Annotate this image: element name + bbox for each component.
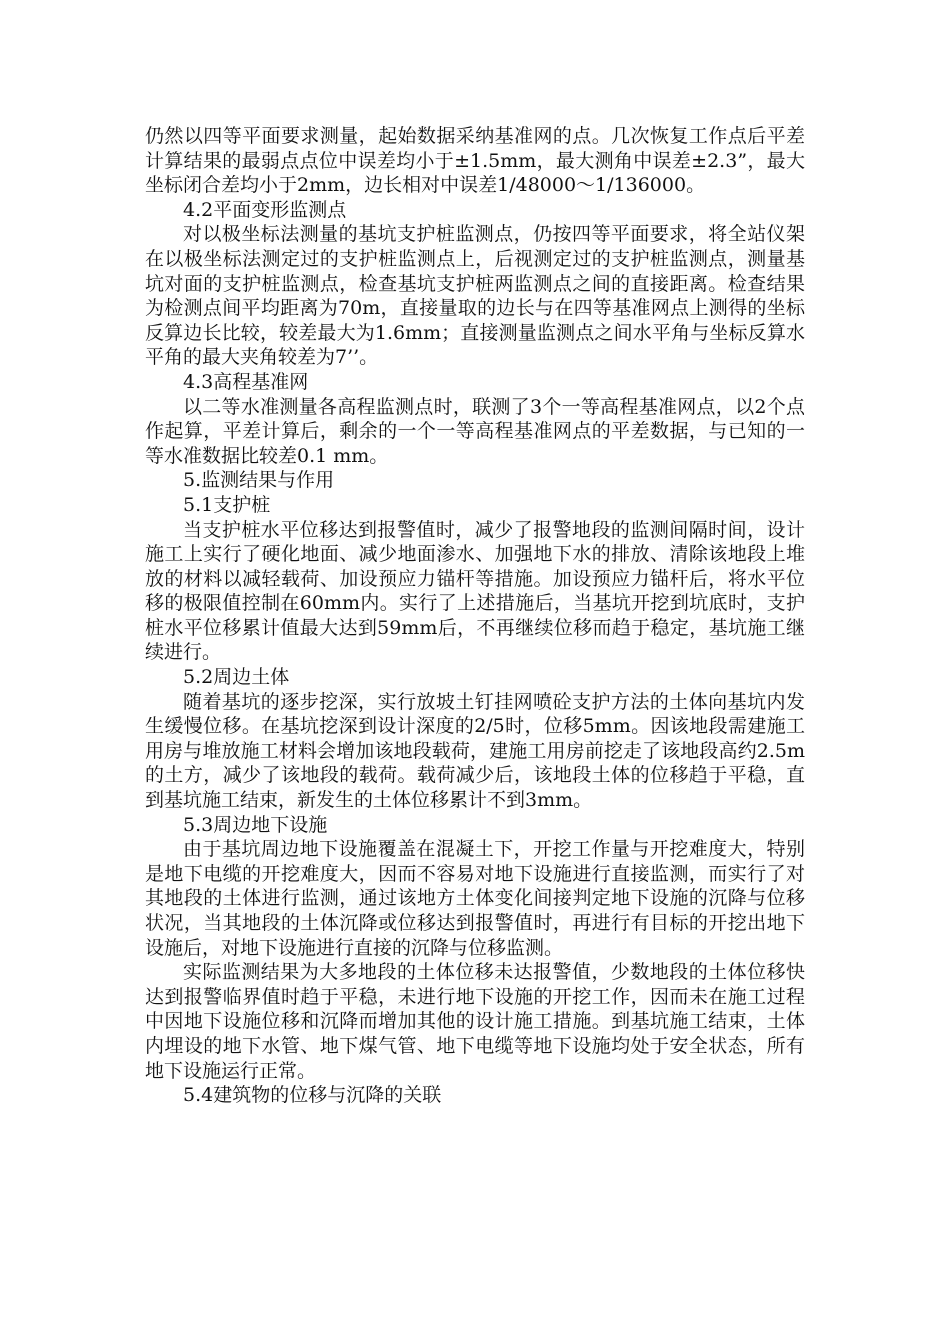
section-heading: 5.监测结果与作用: [183, 469, 335, 492]
section-heading: 4.2平面变形监测点: [183, 198, 347, 221]
section-heading: 5.2周边土体: [183, 666, 290, 689]
section-heading: 4.3高程基准网: [183, 370, 309, 393]
body-paragraph: 对以极坐标法测量的基坑支护桩监测点，仍按四等平面要求，将全站仪架在以极坐标法测定过的支护桩监测点上，后视测定过的支护桩监测点，测量基坑对面的支护桩监测点，检查基坑支护桩两监测点之间的直接距离。检查结果为检测点间平均距离为70m，直接量取的边长与在四等基准网点上测得的坐标反算边长比较，较差最大为1.6mm；直接测量监测点之间水平角与坐标反算水平角的最大夹角较差为7’’。: [145, 223, 805, 369]
section-heading: 5.1支护桩: [183, 493, 271, 516]
body-paragraph: 以二等水准测量各高程监测点时，联测了3个一等高程基准网点，以2个点作起算，平差计算后，剩余的一个一等高程基准网点的平差数据，与已知的一等水准数据比较差0.1 mm。: [145, 395, 805, 467]
body-paragraph: 当支护桩水平位移达到报警值时，减少了报警地段的监测间隔时间，设计施工上实行了硬化地面、减少地面渗水、加强地下水的排放、清除该地段上堆放的材料以减轻载荷、加设预应力锚杆等措施。加设预应力锚杆后，将水平位移的极限值控制在60mm内。实行了上述措施后，当基坑开挖到坑底时，支护桩水平位移累计值最大达到59mm后，不再继续位移而趋于稳定，基坑施工继续进行。: [145, 518, 805, 664]
section-heading: 5.4建筑物的位移与沉降的关联: [183, 1084, 442, 1107]
body-paragraph: 随着基坑的逐步挖深，实行放坡土钉挂网喷砼支护方法的土体向基坑内发生缓慢位移。在基坑挖深到设计深度的2/5时，位移5mm。因该地段需建施工用房与堆放施工材料会增加该地段载荷，建施工用房前挖走了该地段高约2.5m的土方，减少了该地段的载荷。载荷减少后，该地段土体的位移趋于平稳，直到基坑施工结束，新发生的土体位移累计不到3mm。: [145, 690, 805, 812]
body-paragraph: 仍然以四等平面要求测量，起始数据采纳基准网的点。几次恢复工作点后平差计算结果的最弱点点位中误差均小于±1.5mm，最大测角中误差±2.3”，最大坐标闭合差均小于2mm，边长相对中误差1/48000～1/136000。: [145, 125, 805, 197]
body-paragraph: 由于基坑周边地下设施覆盖在混凝土下，开挖工作量与开挖难度大，特别是地下电缆的开挖难度大，因而不容易对地下设施进行直接监测，而实行了对其地段的土体进行监测，通过该地方土体变化间接判定地下设施的沉降与位移状况，当其地段的土体沉降或位移达到报警值时，再进行有目标的开挖出地下设施后，对地下设施进行直接的沉降与位移监测。: [145, 838, 805, 959]
section-heading: 5.3周边地下设施: [183, 813, 328, 836]
document-page: [145, 124, 805, 1108]
body-paragraph: 实际监测结果为大多地段的土体位移未达报警值，少数地段的土体位移快达到报警临界值时趋于平稳，未进行地下设施的开挖工作，因而未在施工过程中因地下设施位移和沉降而增加其他的设计施工措施。到基坑施工结束，土体内埋设的地下水管、地下煤气管、地下电缆等地下设施均处于安全状态，所有地下设施运行正常。: [145, 961, 805, 1082]
